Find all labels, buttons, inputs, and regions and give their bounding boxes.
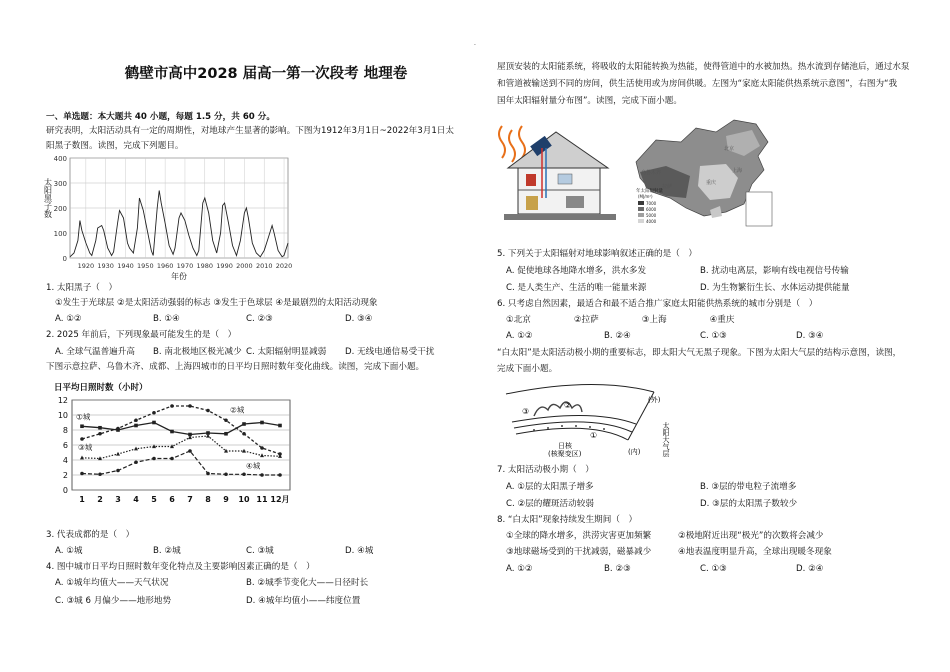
x-tick-label: 1 — [79, 495, 85, 504]
q5-option-b[interactable]: B. 扰动电离层，影响有线电视信号传输 — [700, 266, 849, 276]
data-point — [278, 424, 282, 428]
y-tick-label: 8 — [62, 426, 68, 435]
data-point — [170, 430, 174, 434]
data-point — [80, 437, 84, 441]
q7-option-b[interactable]: B. ③层的带电粒子流增多 — [700, 482, 797, 492]
series-label: ②城 — [230, 405, 245, 415]
data-point — [116, 452, 120, 456]
data-point — [134, 460, 138, 464]
q1-option-d[interactable]: D. ③④ — [345, 314, 373, 324]
y-tick-label: 6 — [62, 441, 68, 450]
x-tick-label: 1960 — [156, 262, 174, 270]
question-5-stem: 5. 下列关于太阳辐射对地球影响叙述正确的是（ ） — [497, 249, 697, 259]
map-city-label: 北京 — [724, 146, 735, 152]
q5-option-c[interactable]: C. 是人类生产、生活的唯一能量来源 — [506, 283, 647, 293]
q8-option-line: ④地表温度明显升高，全球出现暖冬现象 — [678, 547, 832, 557]
x-tick-label: 3 — [115, 495, 121, 504]
q3-option-a[interactable]: A. ①城 — [55, 546, 83, 556]
y-tick-label: 0 — [62, 255, 67, 263]
data-point — [278, 473, 282, 477]
x-tick-label: 5 — [151, 495, 157, 504]
q4-option-d[interactable]: D. ④城年均值小——纬度位置 — [246, 596, 361, 606]
x-tick-label: 12月 — [270, 495, 290, 504]
data-point — [242, 449, 246, 453]
data-point — [206, 409, 210, 413]
y-tick-label: 12 — [57, 396, 68, 405]
core-label: (核聚变区) — [548, 450, 582, 458]
y-tick-label: 10 — [57, 411, 68, 420]
intro-line: 下图示意拉萨、乌鲁木齐、成都、上海四城市的日平均日照时数年变化曲线。读图，完成下面小题。 — [46, 362, 425, 372]
x-tick-label: 1950 — [137, 262, 154, 270]
series-label: ④城 — [246, 461, 261, 471]
section-heading: 一、单选题：本大题共 40 小题，每题 1.5 分，共 60 分。 — [46, 112, 275, 122]
x-tick-label: 1980 — [196, 262, 214, 270]
series-line — [82, 423, 280, 435]
data-point — [242, 472, 246, 476]
data-point — [224, 432, 228, 436]
data-point — [134, 447, 138, 451]
series-label: ①城 — [76, 412, 91, 422]
intro-line: “白太阳”是太阳活动极小期的重要标志，即太阳大气无黑子现象。下图为太阳大气层的结构示意图，读图， — [497, 348, 902, 358]
data-point — [98, 472, 102, 476]
stray-dot: . — [474, 40, 476, 47]
q2-option-c[interactable]: C. 太阳辐射明显减弱 — [246, 347, 327, 357]
q3-option-b[interactable]: B. ②城 — [153, 546, 181, 556]
china-radiation-map — [626, 112, 776, 230]
data-point — [170, 457, 174, 461]
data-point — [98, 426, 102, 430]
y-tick-label: 400 — [53, 155, 67, 163]
x-tick-label: 11 — [256, 495, 268, 504]
x-tick-label: 9 — [223, 495, 229, 504]
data-point — [80, 472, 84, 476]
x-tick-label: 1970 — [176, 262, 194, 270]
intro-line: 完成下面小题。 — [497, 364, 558, 374]
x-tick-label: 1920 — [77, 262, 95, 270]
map-city-label: 重庆 — [706, 180, 717, 186]
legend-value: 7000 — [646, 201, 657, 206]
question-1-options: ①发生于光球层 ②是太阳活动强弱的标志 ③发生于色球层 ④是最剧烈的太阳活动现象 — [55, 298, 378, 308]
x-tick-label: 6 — [169, 495, 175, 504]
data-point — [116, 427, 120, 431]
q7-option-a[interactable]: A. ①层的太阳黑子增多 — [506, 482, 594, 492]
q8-option-a[interactable]: A. ①② — [506, 564, 533, 574]
layer-number: ① — [590, 431, 598, 440]
x-tick-label: 8 — [205, 495, 211, 504]
data-point — [152, 411, 156, 415]
data-point — [260, 473, 264, 477]
q8-option-line: ③地球磁场受到的干扰减弱，磁暴减少 — [506, 547, 652, 557]
outer-label: (外) — [648, 396, 661, 404]
y-tick-label: 4 — [62, 456, 68, 465]
sunshine-chart — [44, 378, 299, 528]
data-point — [242, 432, 246, 436]
q2-option-d[interactable]: D. 无线电通信易受干扰 — [345, 347, 435, 357]
x-axis-label: 年份 — [171, 272, 187, 280]
y-tick-label: 0 — [62, 486, 68, 495]
question-2-stem: 2. 2025 年前后，下列现象最可能发生的是（ ） — [46, 330, 237, 340]
q4-option-b[interactable]: B. ②城季节变化大——日径时长 — [246, 578, 369, 588]
q8-option-line: ①全球的降水增多，洪涝灾害更加频繁 — [506, 531, 652, 541]
data-point — [242, 422, 246, 426]
q6-option-d[interactable]: D. ③④ — [796, 331, 824, 341]
q4-option-c[interactable]: C. ③城 6 月偏少——地形地势 — [55, 596, 172, 606]
x-tick-label: 2010 — [255, 262, 273, 270]
sun-rays-icon — [499, 126, 525, 162]
legend-title: 年太阳辐射量 — [636, 189, 663, 194]
data-point — [134, 418, 138, 422]
layer-number: ③ — [522, 407, 530, 416]
x-tick-label: 2000 — [236, 262, 253, 270]
legend-value: 4000 — [646, 219, 657, 224]
map-city-label: 乌鲁木齐 — [641, 170, 662, 176]
data-point — [224, 472, 228, 476]
q8-option-b[interactable]: B. ②③ — [604, 564, 631, 574]
intro-line: 阳黑子数图。读图，完成下列题目。 — [46, 141, 184, 151]
q6-option-b[interactable]: B. ②④ — [604, 331, 631, 341]
inner-label: (内) — [628, 448, 641, 456]
q2-option-b[interactable]: B. 南北极地区极光减少 — [153, 347, 242, 357]
q8-option-d[interactable]: D. ②④ — [796, 564, 824, 574]
q3-option-c[interactable]: C. ③城 — [246, 546, 274, 556]
data-point — [188, 404, 192, 408]
q8-option-c[interactable]: C. ①③ — [700, 564, 727, 574]
legend-value: 5000 — [646, 213, 657, 218]
data-point — [188, 449, 192, 453]
question-1-stem: 1. 太阳黑子（ ） — [46, 283, 118, 293]
legend-unit: (MJ/m²) — [638, 194, 653, 199]
intro-line: 国年太阳辐射量分布图”。读图，完成下面小题。 — [497, 96, 682, 106]
y-tick-label: 100 — [53, 230, 67, 238]
q1-option-b[interactable]: B. ①④ — [153, 314, 180, 324]
q5-option-a[interactable]: A. 促使地球各地降水增多，洪水多发 — [506, 266, 647, 276]
y-tick-label: 2 — [62, 471, 68, 480]
page-title: 鹤壁市高中2028 届高一第一次段考 地理卷 — [124, 66, 408, 82]
q7-option-d[interactable]: D. ③层的太阳黑子数较少 — [700, 499, 798, 509]
q8-option-line: ②极地附近出现“极光”的次数将会减少 — [678, 531, 824, 541]
data-point — [224, 418, 228, 422]
map-city-label: 拉萨 — [662, 184, 673, 190]
x-tick-label: 1990 — [216, 262, 233, 270]
series-label: ③城 — [78, 442, 93, 452]
q7-option-c[interactable]: C. ②层的耀斑活动较弱 — [506, 499, 594, 509]
data-point — [152, 457, 156, 461]
intro-line: 研究表明，太阳活动具有一定的周期性，对地球产生显著的影响。下图为1912年3月1日~2022年3月1日太 — [46, 126, 454, 136]
question-3-stem: 3. 代表成都的是（ ） — [46, 530, 135, 540]
x-tick-label: 2020 — [275, 262, 293, 270]
y-tick-label: 200 — [53, 205, 67, 213]
solar-house-diagram — [496, 118, 621, 228]
intro-line: 和管道被输送到不同的房间，供生活使用或为房间供暖。左图为“家庭太阳能供热系统示意图”，右图为“我 — [497, 79, 898, 89]
q4-option-a[interactable]: A. ①城年均值大——天气状况 — [55, 578, 169, 588]
y-axis-label: 太阳黑子数 — [43, 178, 53, 218]
q5-option-d[interactable]: D. 为生物繁衍生长、水体运动提供能量 — [700, 283, 850, 293]
x-tick-label: 4 — [133, 495, 139, 504]
sunspot-chart — [40, 152, 300, 280]
data-point — [260, 421, 264, 425]
question-6-options: ①北京 ②拉萨 ③上海 ④重庆 — [506, 315, 735, 325]
data-point — [260, 446, 264, 450]
x-tick-label: 1930 — [97, 262, 114, 270]
data-point — [206, 472, 210, 476]
question-6-stem: 6. 只考虑自然因素，最适合和最不适合推广家庭太阳能供热系统的城市分别是（ ） — [497, 299, 818, 309]
data-point — [260, 453, 264, 457]
question-4-stem: 4. 图中城市日平均日照时数年变化特点及主要影响因素正确的是（ ） — [46, 562, 315, 572]
q3-option-d[interactable]: D. ④城 — [345, 546, 374, 556]
sun-atmosphere-diagram — [504, 378, 684, 458]
question-7-stem: 7. 太阳活动极小期（ ） — [497, 465, 594, 475]
data-point — [98, 432, 102, 436]
x-tick-label: 7 — [187, 495, 193, 504]
x-tick-label: 1940 — [117, 262, 134, 270]
legend-value: 6000 — [646, 207, 657, 212]
q2-option-a[interactable]: A. 全球气温普遍升高 — [55, 347, 135, 357]
map-city-label: 上海 — [732, 168, 743, 174]
x-tick-label: 2 — [97, 495, 103, 504]
core-label: 日核 — [558, 442, 572, 450]
data-point — [80, 424, 84, 428]
data-point — [134, 424, 138, 428]
q1-option-a[interactable]: A. ①② — [55, 314, 82, 324]
atmosphere-label: 太阳大气层 — [662, 422, 670, 457]
q1-option-c[interactable]: C. ②③ — [246, 314, 273, 324]
data-point — [116, 469, 120, 473]
data-point — [152, 421, 156, 425]
y-tick-label: 300 — [53, 180, 67, 188]
sunspot-series-line — [70, 191, 288, 257]
x-tick-label: 10 — [238, 495, 250, 504]
question-8-stem: 8. “白太阳”现象持续发生期间（ ） — [497, 515, 638, 525]
data-point — [170, 404, 174, 408]
layer-number: ② — [564, 401, 572, 410]
q6-option-c[interactable]: C. ①③ — [700, 331, 727, 341]
intro-line: 屋顶安装的太阳能系统，将吸收的太阳能转换为热能，使得管道中的水被加热。热水流到存储池后，通过水泵 — [497, 62, 910, 72]
chart-title: 日平均日照时数（小时） — [54, 383, 148, 393]
q6-option-a[interactable]: A. ①② — [506, 331, 533, 341]
